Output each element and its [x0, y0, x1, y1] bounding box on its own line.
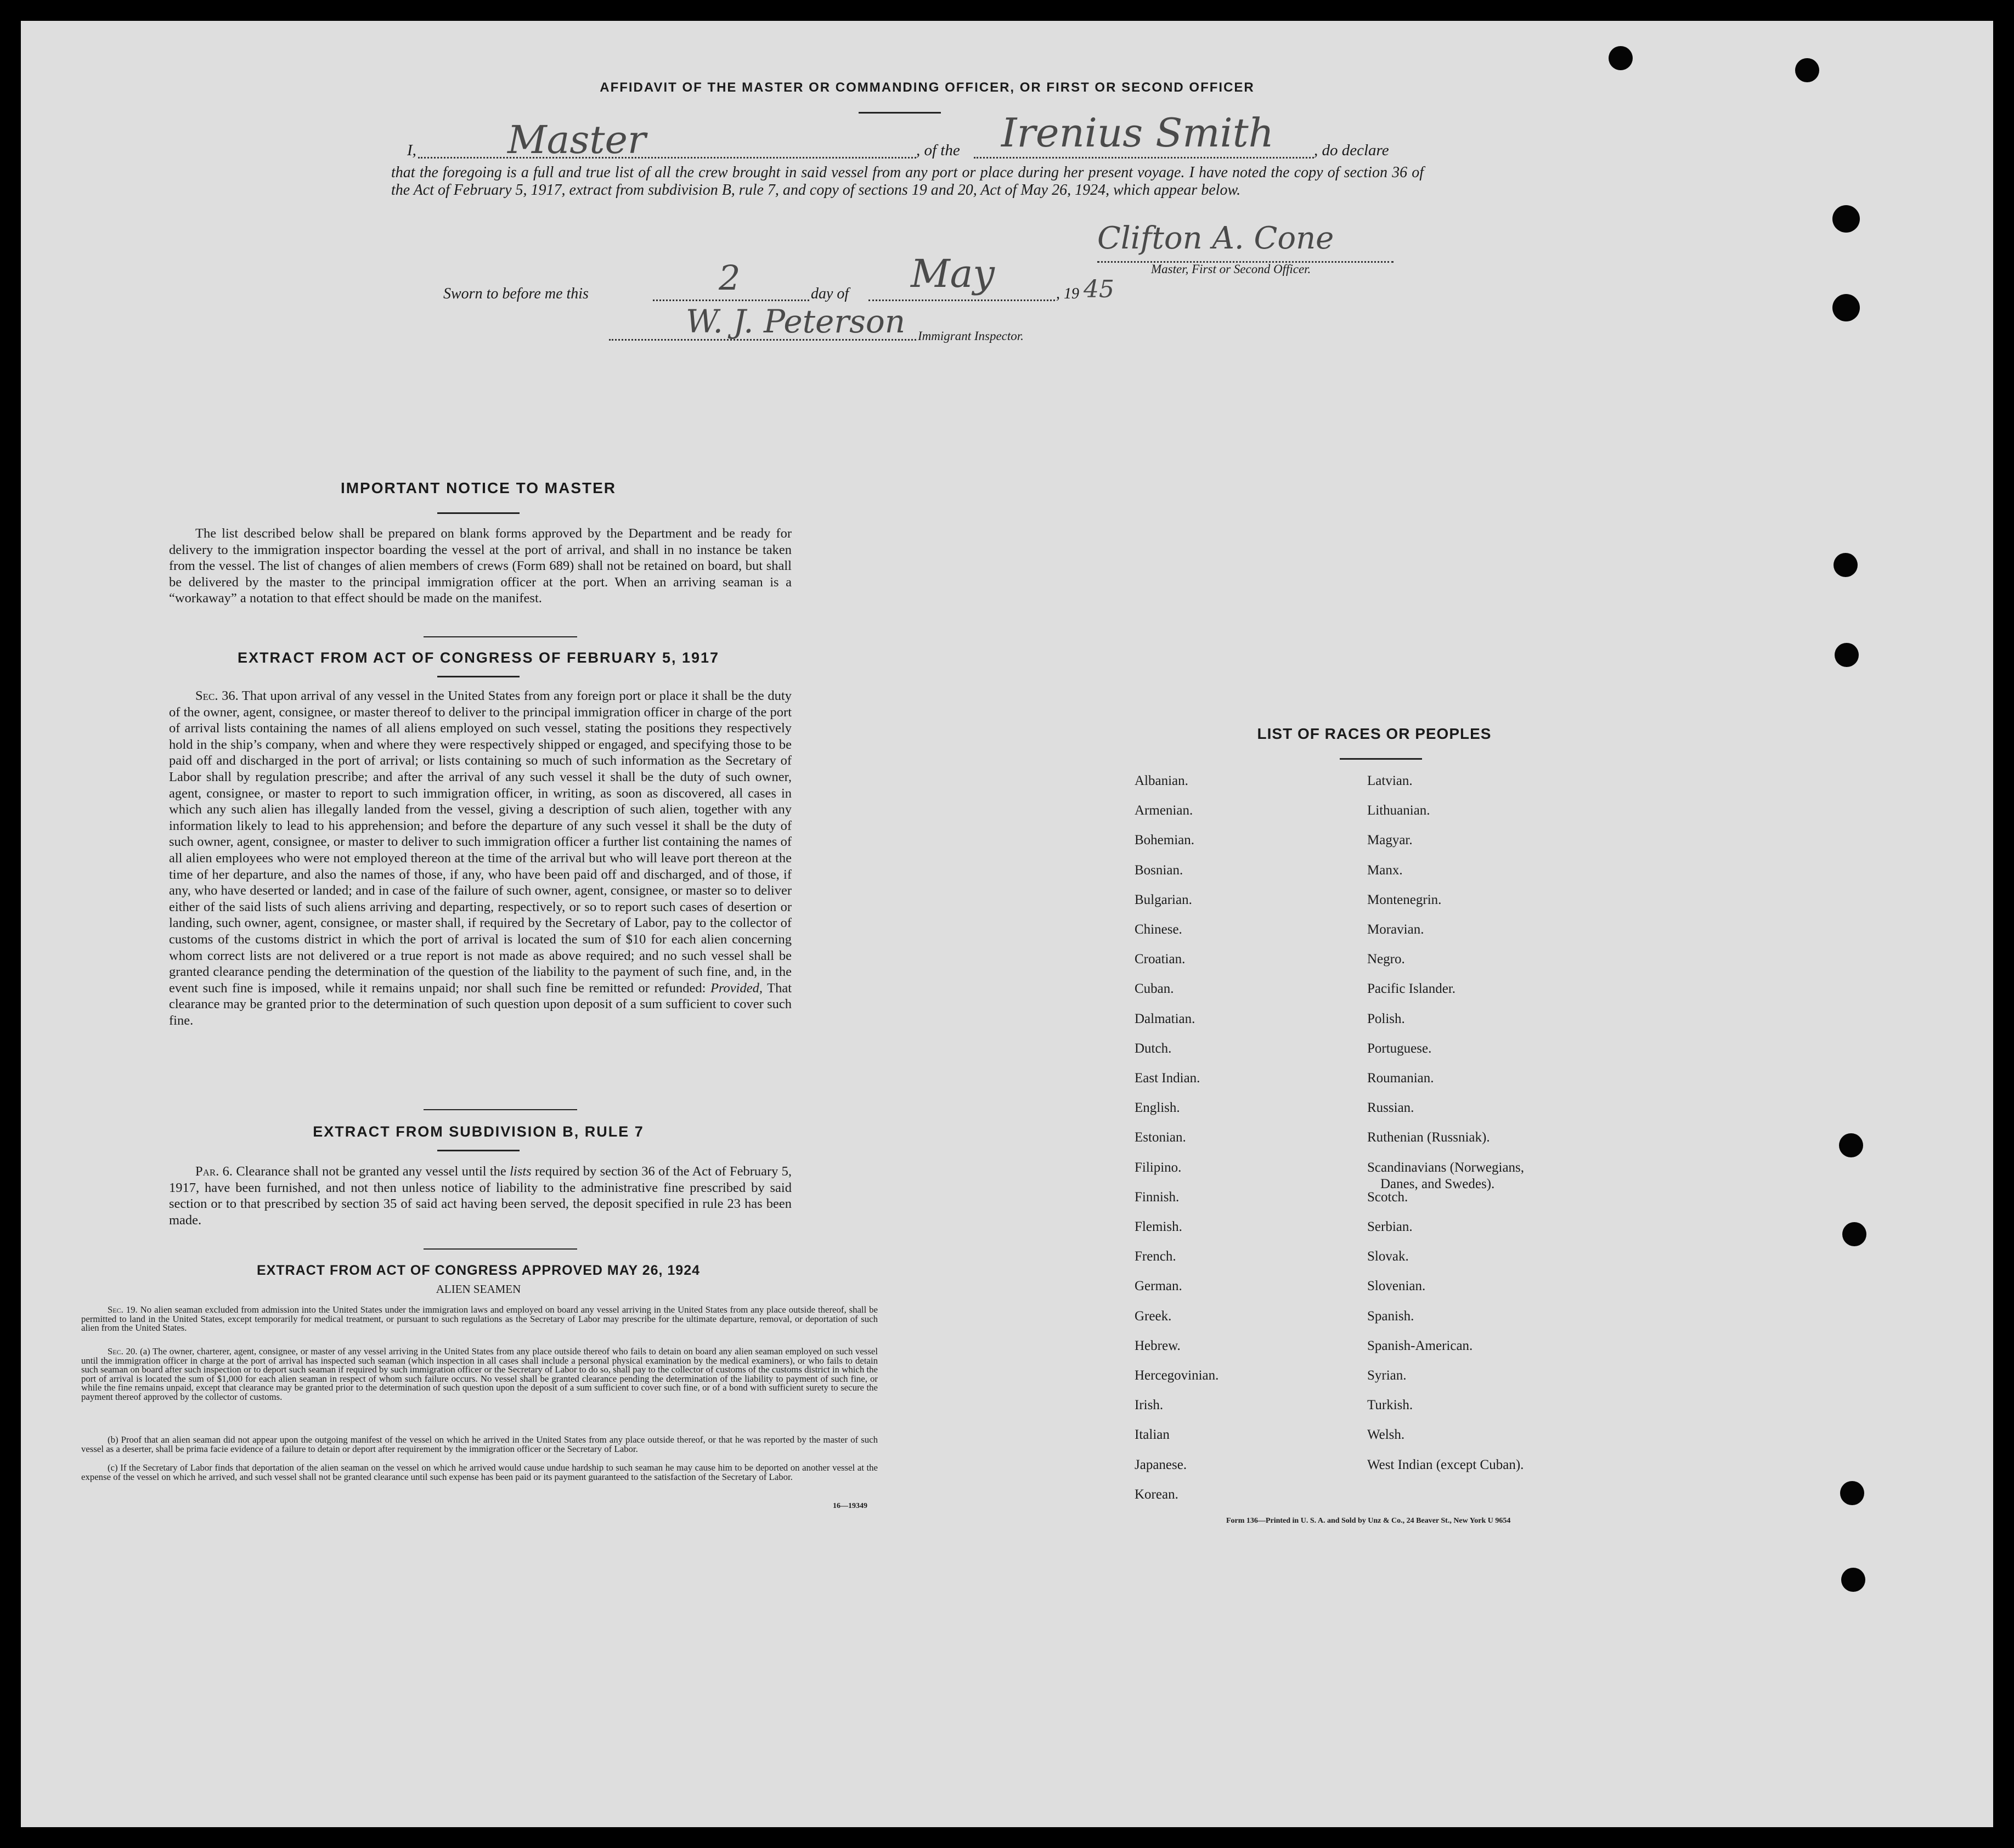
name-line: [418, 157, 916, 159]
year-label: , 19: [1056, 285, 1079, 302]
handwritten-name: Master: [507, 117, 646, 162]
race-item: Welsh.: [1367, 1427, 1405, 1443]
race-item: Hebrew.: [1135, 1338, 1181, 1353]
month-line: [868, 299, 1055, 301]
race-item: Dutch.: [1135, 1041, 1172, 1056]
race-item: Filipino.: [1135, 1160, 1182, 1175]
race-item: Magyar.: [1367, 833, 1413, 848]
race-item: Negro.: [1367, 952, 1405, 967]
race-item: Spanish.: [1367, 1308, 1414, 1324]
section-20-label: Sec. 20.: [108, 1346, 138, 1357]
notice-title: IMPORTANT NOTICE TO MASTER: [340, 479, 617, 496]
race-item: West Indian (except Cuban).: [1367, 1457, 1524, 1472]
affidavit-title: AFFIDAVIT OF THE MASTER OR COMMANDING OFFICER, OR FIRST OR SECOND OFFICER: [600, 80, 1255, 95]
handwritten-vessel: Irenius Smith: [1001, 110, 1274, 156]
race-item: Ruthenian (Russniak).: [1367, 1130, 1490, 1145]
races-title: LIST OF RACES OR PEOPLES: [1257, 725, 1492, 742]
race-item: Dalmatian.: [1135, 1011, 1195, 1026]
race-item: Manx.: [1367, 862, 1403, 878]
binder-hole: [1609, 46, 1633, 70]
race-item: Flemish.: [1135, 1219, 1182, 1234]
race-item: Hercegovinian.: [1135, 1368, 1219, 1383]
divider: [437, 512, 520, 514]
paragraph-6-body: Clearance shall not be granted any vessel until the: [236, 1164, 506, 1179]
race-item: Finnish.: [1135, 1189, 1180, 1205]
section-36-label: Sec. 36.: [195, 688, 239, 703]
handwritten-day: 2: [719, 258, 741, 298]
race-item: English.: [1135, 1100, 1180, 1116]
do-declare-label: , do declare: [1314, 142, 1389, 159]
race-item: Albanian.: [1135, 773, 1188, 788]
binder-hole: [1840, 1481, 1864, 1505]
race-item: Estonian.: [1135, 1130, 1186, 1145]
race-item: Spanish-American.: [1367, 1338, 1473, 1353]
race-item: Cuban.: [1135, 981, 1174, 997]
section-20c-text: (c) If the Secretary of Labor finds that deportation of the alien seaman on the vessel on which he arrived would cause undue hardship to such seaman he may cause him to be deported on another vessel at the expense of the vessel on which he arrived, and such vessel shall not be granted clearance until such expense has been paid or its payment guaranteed to the satisfaction of the Secretary of Labor.: [81, 1462, 878, 1482]
declarant-label: I,: [407, 142, 416, 159]
race-item: Moravian.: [1367, 922, 1424, 937]
race-item: Russian.: [1367, 1100, 1414, 1116]
race-item: East Indian.: [1135, 1071, 1200, 1086]
race-item: Scandinavians (Norwegians,: [1367, 1160, 1525, 1175]
binder-hole: [1841, 1568, 1865, 1592]
vessel-line: [974, 157, 1314, 159]
form-code: 16—19349: [833, 1502, 867, 1510]
race-item: Japanese.: [1135, 1457, 1187, 1472]
extract-1917-title: EXTRACT FROM ACT OF CONGRESS OF FEBRUARY 5, 1917: [237, 649, 720, 666]
race-item: Korean.: [1135, 1487, 1178, 1502]
paragraph-6-label: Par. 6.: [195, 1164, 233, 1179]
section-19-text: [81, 1306, 878, 1333]
race-item: Croatian.: [1135, 952, 1186, 967]
race-item: Greek.: [1135, 1308, 1172, 1324]
race-item: Syrian.: [1367, 1368, 1407, 1383]
notice-body: The list described below shall be prepared on blank forms approved by the Department and be ready for delivery to the immigration inspector boarding the vessel at the port of arrival, and shall in no instance be taken from the vessel. The list of changes of alien members of crews (Form 689) shall not be retained on board, but shall be delivered by the master to the principal immigration officer at the port. When an arriving seaman is a “workaway” a notation to that effect should be made on the manifest.: [169, 526, 792, 606]
race-item: Pacific Islander.: [1367, 981, 1456, 997]
provided-word: Provided,: [710, 980, 763, 996]
race-item: Bohemian.: [1135, 833, 1195, 848]
section-20b-text: (b) Proof that an alien seaman did not appear upon the outgoing manifest of the vessel on which he arrived in the United States from any place outside thereof, or that he was reported by the master of such vessel as a deserter, shall be prima facie evidence of a failure to detain or deport after requirement by the immigration officer or the Secretary of Labor.: [81, 1434, 878, 1454]
divider: [437, 1150, 520, 1151]
section-19-label: Sec. 19.: [108, 1304, 138, 1315]
day-of-label: day of: [811, 285, 849, 302]
act-1924-title: EXTRACT FROM ACT OF CONGRESS APPROVED MAY 26, 1924: [256, 1263, 701, 1278]
lists-word: lists: [510, 1164, 532, 1179]
section-36-body-end: That clearance may be granted prior to the determination of such question upon deposit of a sum sufficient to cover such fine.: [169, 980, 792, 1028]
divider: [859, 112, 941, 114]
race-item: Irish.: [1135, 1398, 1164, 1413]
rule-7-title: EXTRACT FROM SUBDIVISION B, RULE 7: [313, 1123, 644, 1140]
inspector-signature: W. J. Peterson: [686, 303, 906, 340]
handwritten-year: 45: [1084, 275, 1114, 303]
sworn-label: Sworn to before me this: [443, 285, 589, 302]
handwritten-month: May: [911, 251, 995, 296]
binder-hole: [1832, 294, 1860, 321]
race-item: French.: [1135, 1249, 1176, 1264]
section-19-body: No alien seaman excluded from admission into the United States under the immigration laws and employed on board any vessel arriving in the United States from any place outside thereof, shall be permitted to land in the United States, except temporarily for medical treatment, or pursuant to such regulations as the Secretary of Labor may prescribe for the ultimate departure, removal, or deportation of such alien from the United States.: [81, 1304, 878, 1333]
race-item: Armenian.: [1135, 803, 1193, 818]
section-36-text: [169, 688, 792, 1028]
binder-hole: [1834, 553, 1858, 577]
race-item: Chinese.: [1135, 922, 1182, 937]
section-20a-text: [81, 1347, 878, 1402]
race-item: Latvian.: [1367, 773, 1413, 788]
binder-hole: [1832, 205, 1860, 233]
race-item: German.: [1135, 1279, 1182, 1294]
divider: [437, 676, 520, 677]
day-line: [653, 299, 809, 301]
divider: [424, 636, 577, 637]
race-item: Italian: [1135, 1427, 1170, 1443]
race-item: Montenegrin.: [1367, 892, 1442, 907]
signature-caption: Master, First or Second Officer.: [1151, 262, 1311, 276]
paragraph-6-text: [169, 1163, 792, 1228]
divider: [424, 1109, 577, 1110]
form-footer: Form 136—Printed in U. S. A. and Sold by Unz & Co., 24 Beaver St., New York U 9654: [1226, 1517, 1511, 1525]
race-item: Slovak.: [1367, 1249, 1409, 1264]
binder-hole: [1839, 1133, 1863, 1157]
binder-hole: [1795, 58, 1819, 82]
race-item: Turkish.: [1367, 1398, 1413, 1413]
master-signature: Clifton A. Cone: [1097, 221, 1334, 256]
inspector-line: [609, 339, 916, 341]
section-20a-body: (a) The owner, charterer, agent, consignee, or master of any vessel arriving in the United States from any place outside thereof who fails to detain on board any alien seaman employed on such vessel until the immigration officer in charge at the port of arrival has inspected such seaman (which inspection in all cases shall include a personal physical examination by the medical examiners), or who fails to detain such seaman on board after such inspection or to deport such seaman if required by such immigration officer or the Secretary of Labor to do so, shall pay to the collector of customs of the customs district in which the port of arrival is located the sum of $1,000 for each alien seaman in respect of whom such failure occurs. No vessel shall be granted clearance pending the determination of the liability to payment of such fine, or while the fine remains unpaid, except that clearance may be granted prior to the determination of such question upon the deposit of a sum sufficient to cover such fine, or of a bond with sufficient surety to secure the payment thereof approved by the collector of customs.: [81, 1346, 878, 1402]
race-item: Lithuanian.: [1367, 803, 1430, 818]
divider: [1340, 758, 1422, 760]
race-item: Serbian.: [1367, 1219, 1413, 1234]
race-item: Bulgarian.: [1135, 892, 1192, 907]
paragraph-6-body-end: required by section 36 of the Act of February 5, 1917, have been furnished, and not then unless notice of liability to the administrative fine prescribed by said section or to that prescribed by section 35 of said act having been served, the deposit specified in rule 23 has been made.: [169, 1164, 792, 1228]
of-the-label: , of the: [916, 142, 960, 159]
divider: [424, 1248, 577, 1250]
inspector-caption: Immigrant Inspector.: [918, 329, 1024, 343]
race-item: Danes, and Swedes).: [1380, 1176, 1495, 1191]
section-36-body: That upon arrival of any vessel in the United States from any foreign port or place it shall be the duty of the owner, agent, consignee, or master thereof to deliver to the principal immigration officer in charge of the port of arrival lists containing the names of all aliens employed on such vessel, stating the positions they respectively hold in the ship’s company, when and where they were respectively shipped or engaged, and specifying those to be paid off and discharged in the port of arrival; or lists containing so much of such information as the Secretary of Labor shall by regulation prescribe; and after the arrival of any such vessel it shall be the duty of such owner, agent, consignee, or master to report to such immigration officer, in writing, as soon as discovered, all cases in which any such alien has illegally landed from the vessel, giving a description of such alien, together with any information likely to lead to his apprehension; and before the departure of any such vessel it shall be the duty of such owner, agent, consignee, or master to deliver to such immigration officer a further list containing the names of all alien employees who were not employed thereon at the time of the arrival but who will leave port thereon at the time of her departure, and also the names of those, if any, who have been paid off and discharged, and of those, if any, who have deserted or landed; and in case of the failure of such owner, agent, consignee, or master so to deliver either of the said lists of such aliens arriving and departing, respectively, or so to report such cases of desertion or landing, such owner, agent, consignee, or master shall, if required by the Secretary of Labor, pay to the collector of customs of the customs district in which the port of arrival is located the sum of $10 for each alien concerning whom correct lists are not delivered or a true report is not made as above required; and no such vessel shall be granted clearance pending the determination of the question of the liability to the payment of such fine, and, in the event such fine is imposed, while it remains unpaid; nor shall such fine be remitted or refunded:: [169, 688, 792, 996]
alien-seamen-subtitle: ALIEN SEAMEN: [436, 1282, 521, 1296]
binder-hole: [1835, 643, 1859, 667]
affidavit-body: that the foregoing is a full and true list of all the crew brought in said vessel from any port or place during her present voyage. I have noted the copy of section 36 of the Act of February 5, 1917, extract from subdivision B, rule 7, and copy of sections 19 and 20, Act of May 26, 1924, which appear below.: [391, 164, 1424, 199]
race-item: Bosnian.: [1135, 862, 1183, 878]
race-item: Slovenian.: [1367, 1279, 1426, 1294]
race-item: Roumanian.: [1367, 1071, 1434, 1086]
race-item: Scotch.: [1367, 1189, 1408, 1205]
race-item: Polish.: [1367, 1011, 1405, 1026]
race-item: Portuguese.: [1367, 1041, 1432, 1056]
binder-hole: [1842, 1222, 1866, 1246]
